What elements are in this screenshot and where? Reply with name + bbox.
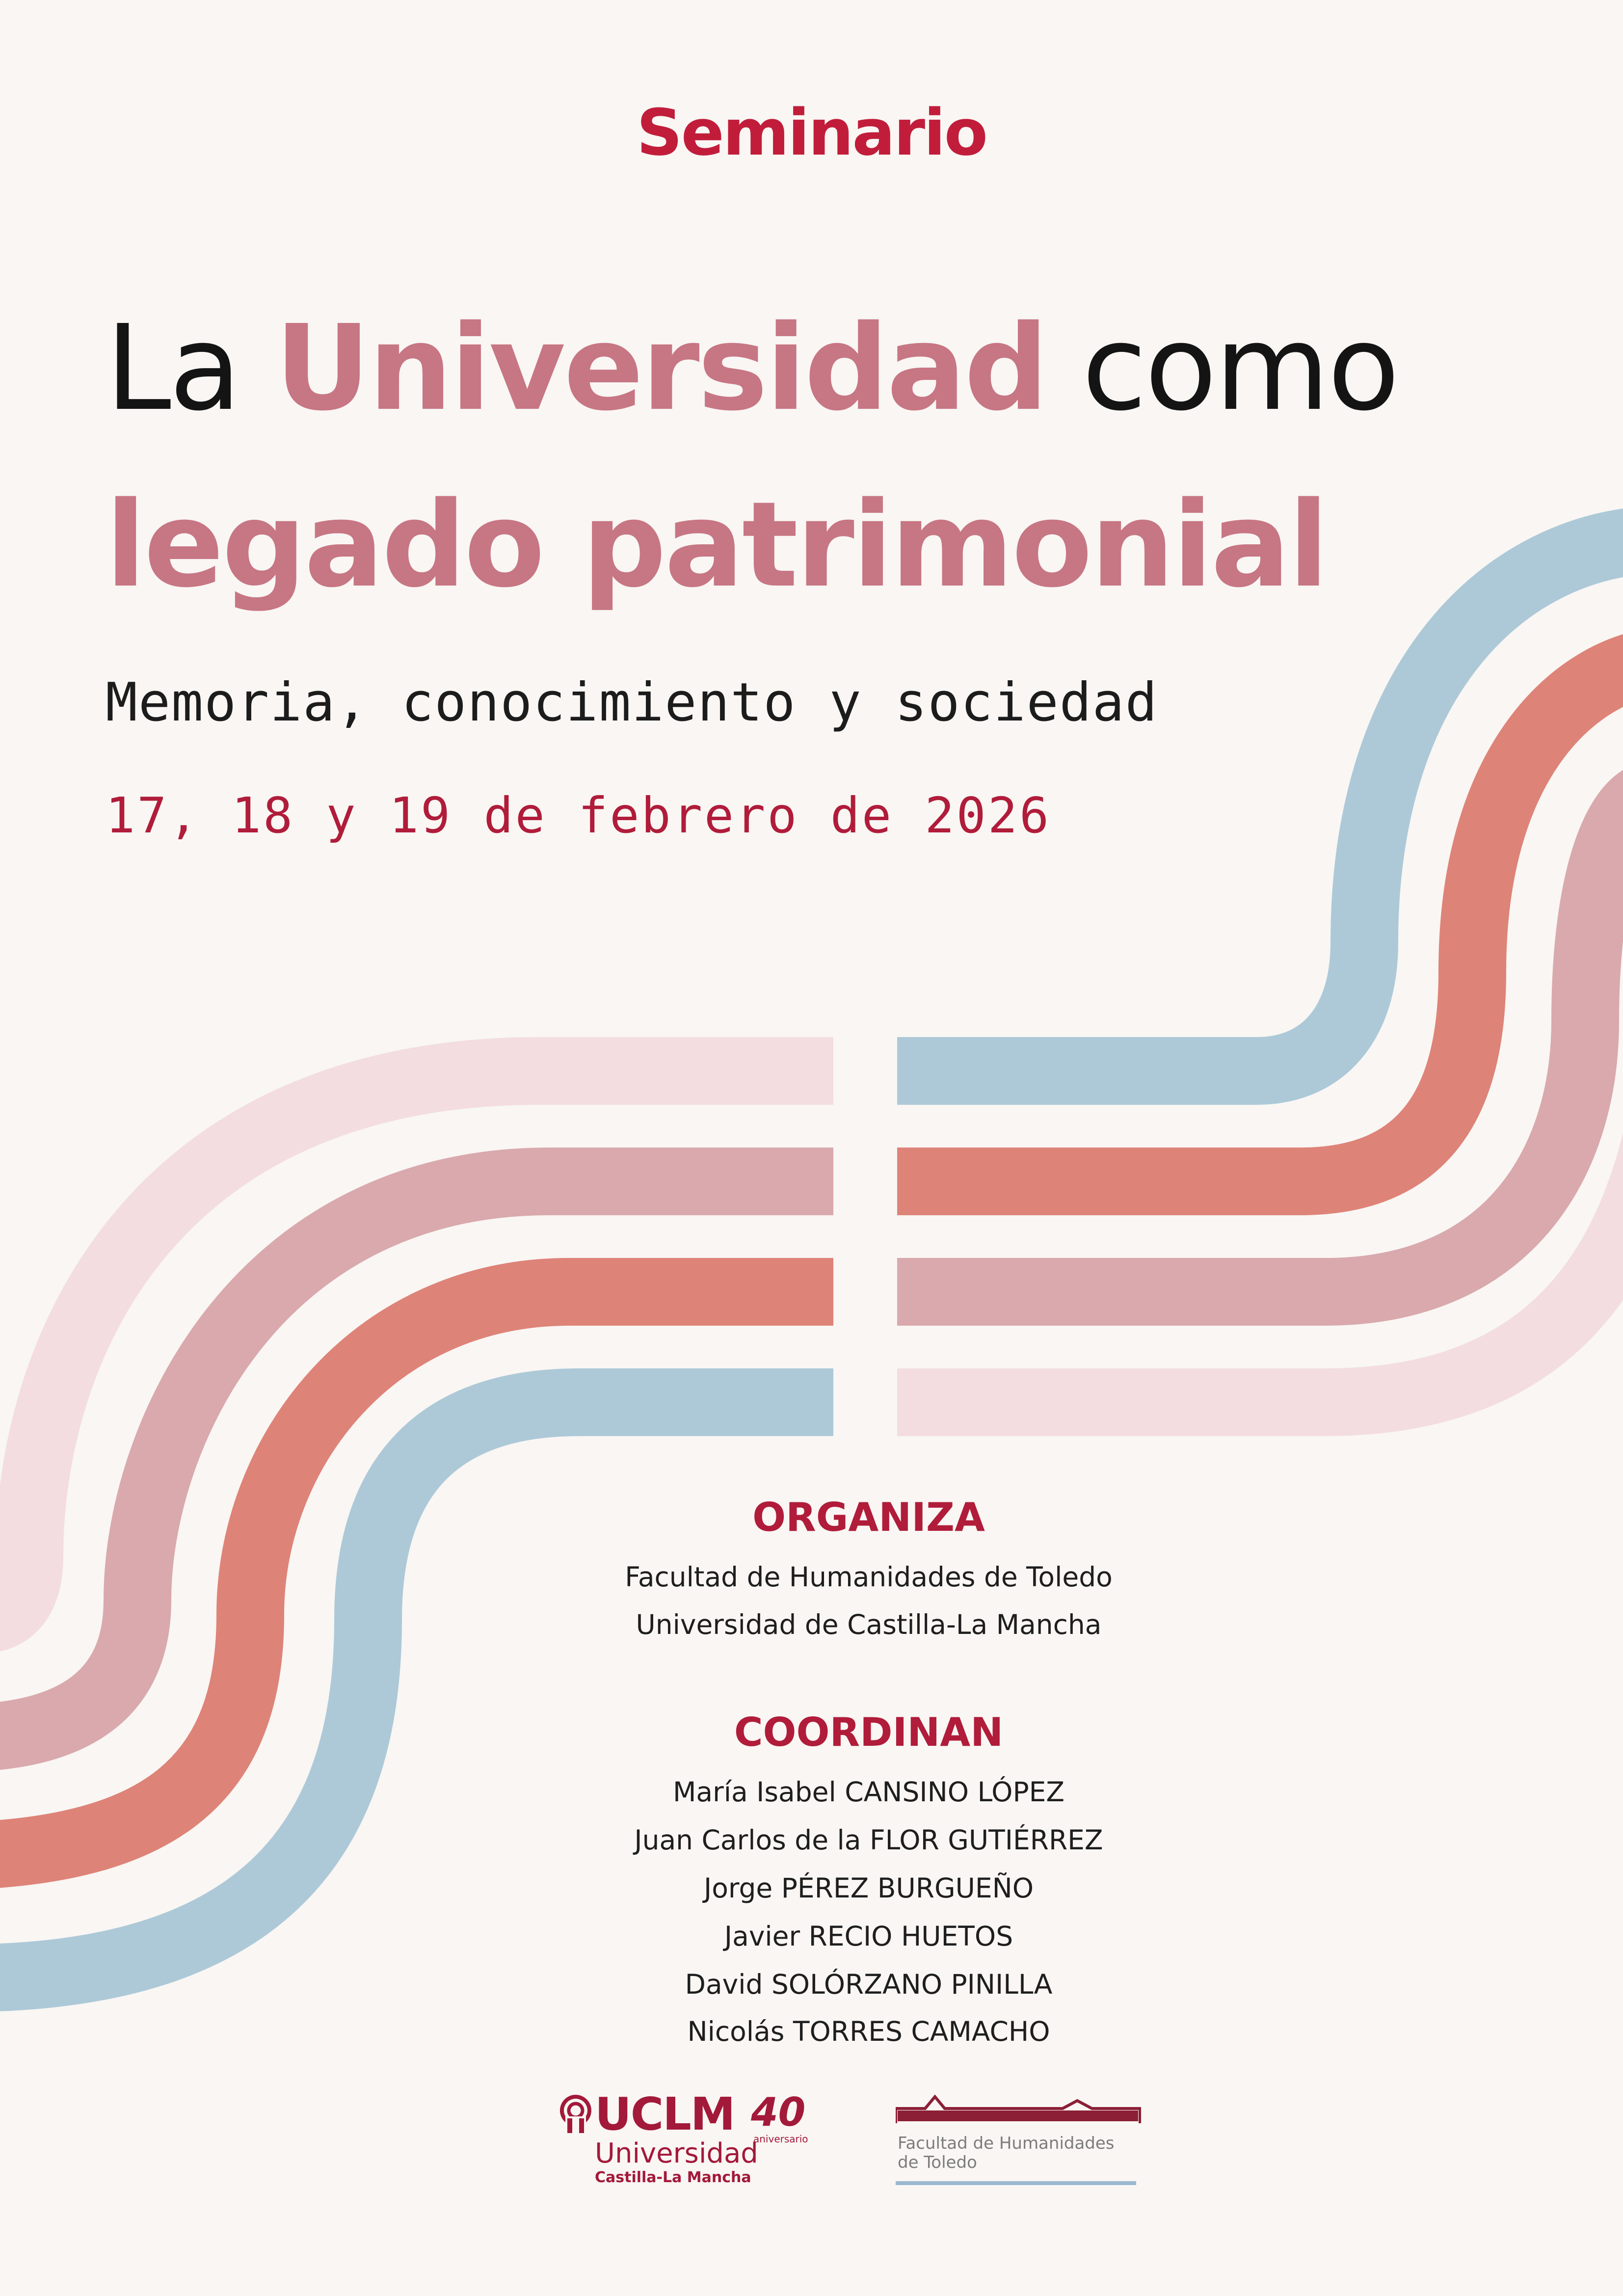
facultad-line-1: Facultad de Humanidades: [898, 2134, 1115, 2153]
title-word-como: como: [1046, 299, 1398, 437]
title-word-la: La: [106, 299, 275, 437]
subtitle: Memoria, conocimiento y sociedad: [106, 672, 1158, 733]
uclm-wordmark: UCLM: [595, 2088, 735, 2140]
organizer-line: Universidad de Castilla-La Mancha: [636, 1609, 1102, 1640]
facultad-logo: [896, 2095, 1151, 2193]
facultad-underline: [896, 2178, 1141, 2188]
event-dates: 17, 18 y 19 de febrero de 2026: [106, 787, 1051, 844]
facultad-line-2: de Toledo: [898, 2153, 977, 2173]
title-line-2: legado patrimonial: [106, 476, 1327, 614]
building-roof-icon: [896, 2095, 1141, 2124]
uclm-logo: [559, 2088, 815, 2190]
uclm-universidad: Universidad: [595, 2137, 758, 2169]
title-line-1: [106, 299, 1398, 437]
coordinator-name: David SOLÓRZANO PINILLA: [685, 1969, 1053, 2000]
anniversary-number: 40: [751, 2089, 806, 2135]
coordinator-name: Javier RECIO HUETOS: [724, 1921, 1013, 1952]
organiza-heading: ORGANIZA: [752, 1495, 985, 1540]
organizer-line: Facultad de Humanidades de Toledo: [625, 1561, 1113, 1593]
facultad-name: [898, 2134, 1115, 2172]
coordinator-name: Juan Carlos de la FLOR GUTIÉRREZ: [634, 1824, 1103, 1856]
anniversary-label: aniversario: [753, 2133, 808, 2145]
coordinan-heading: COORDINAN: [734, 1709, 1004, 1755]
title-word-universidad: Universidad: [275, 299, 1047, 437]
coordinator-name: Nicolás TORRES CAMACHO: [687, 2016, 1050, 2047]
uclm-emblem-icon: [559, 2095, 592, 2136]
event-type-label: Seminario: [636, 95, 987, 170]
uclm-castilla-la-mancha: Castilla-La Mancha: [595, 2169, 751, 2186]
coordinator-name: María Isabel CANSINO LÓPEZ: [672, 1776, 1065, 1808]
coordinator-name: Jorge PÉREZ BURGUEÑO: [703, 1872, 1034, 1904]
